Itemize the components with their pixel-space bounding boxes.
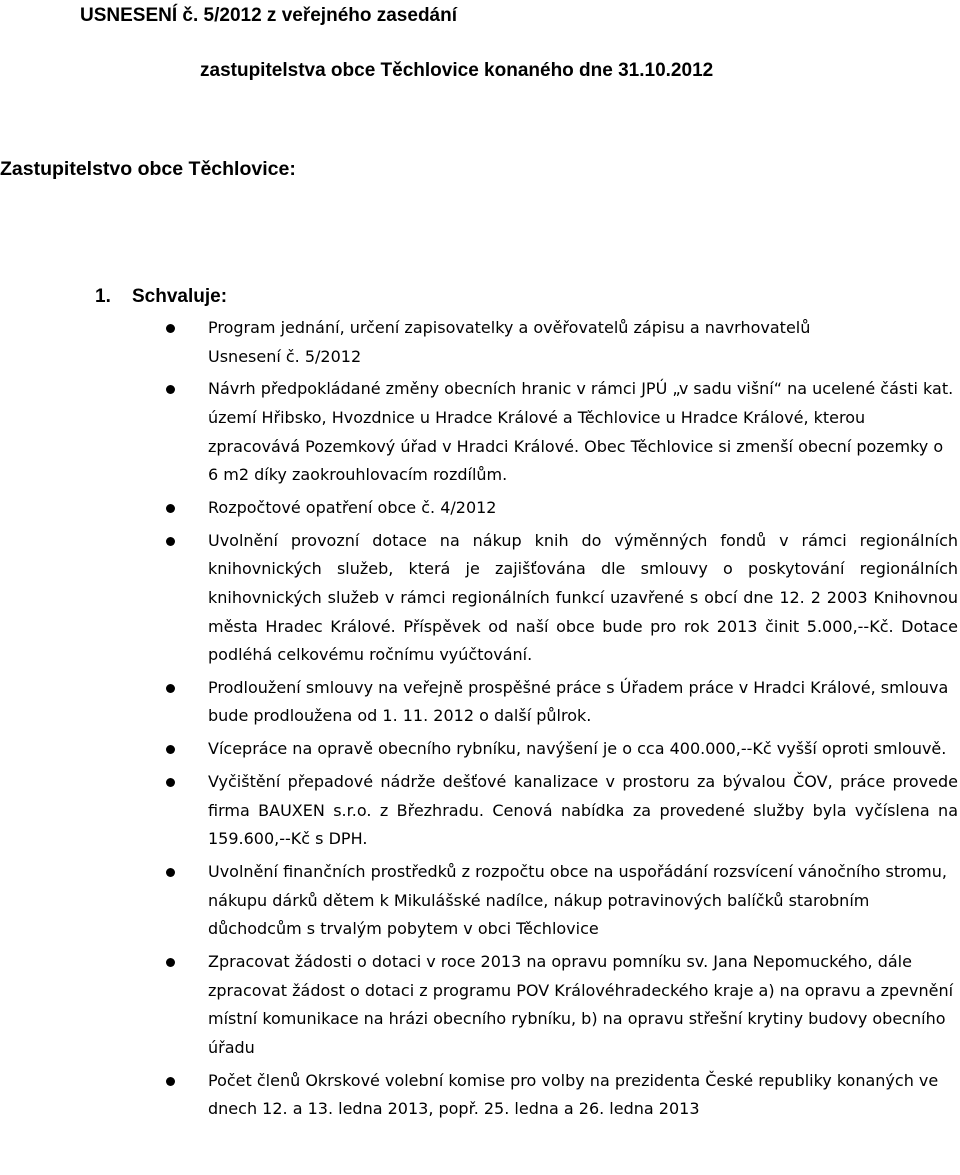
bullet-icon xyxy=(166,504,175,513)
document-subtitle: zastupitelstva obce Těchlovice konaného dne 31.10.2012 xyxy=(200,60,714,81)
list-item xyxy=(162,858,958,944)
item-text: Uvolnění finančních prostředků z rozpočtu obce na uspořádání rozsvícení vánočního stromu, nákupu dárků dětem k Mikulášské nadílce, nákup potravinových balíčků starobním důchodcům s trvalým pobytem v obci Těchlovice xyxy=(208,862,947,939)
item-text: Uvolnění provozní dotace na nákup knih do výměnných fondů v rámci regionálních knihovnických služeb, která je zajišťována dle smlouvy o poskytování regionálních knihovnických služeb v rámci regionálních funkcí uzavřené s obcí dne 12. 2 2003 Knihovnou města Hradec Králové. Příspěvek od naší obce bude pro rok 2013 činit 5.000,--Kč. Dotace podléhá celkovému ročnímu vyúčtování. xyxy=(208,530,958,665)
section-heading xyxy=(95,285,227,309)
item-text: Vícepráce na opravě obecního rybníku, navýšení je o cca 400.000,--Kč vyšší oproti smlouvě. xyxy=(208,739,947,759)
item-text: Prodloužení smlouvy na veřejně prospěšné práce s Úřadem práce v Hradci Králové, smlouva bude prodloužena od 1. 11. 2012 o další půlrok. xyxy=(208,677,949,726)
document-title: USNESENÍ č. 5/2012 z veřejného zasedání xyxy=(80,5,458,26)
bullet-icon xyxy=(166,745,175,754)
list-item xyxy=(162,948,958,1062)
bullet-icon xyxy=(166,868,175,877)
item-text: Vyčištění přepadové nádrže dešťové kanalizace v prostoru za bývalou ČOV, práce provede firma BAUXEN s.r.o. z Březhradu. Cenová nabídka za provedené služby byla vyčíslena na 159.600,--Kč s DPH. xyxy=(208,772,958,849)
bullet-icon xyxy=(166,324,175,333)
resolution-list xyxy=(162,314,958,1128)
bullet-icon xyxy=(166,1077,175,1086)
bullet-icon xyxy=(166,958,175,967)
item-subtext: Usnesení č. 5/2012 xyxy=(208,346,362,366)
list-item xyxy=(162,314,958,371)
list-item xyxy=(162,1067,958,1124)
list-item xyxy=(162,768,958,854)
item-text: Návrh předpokládané změny obecních hranic v rámci JPÚ „v sadu višní“ na ucelené části kat. území Hřibsko, Hvozdnice u Hradce Králové a Těchlovice u Hradce Králové, kterou zpracovává Pozemkový úřad v Hradci Králové. Obec Těchlovice si zmenší obecní pozemky o 6 m2 díky zaokrouhlovacím rozdílům. xyxy=(208,379,954,485)
item-text: Počet členů Okrskové volební komise pro volby na prezidenta České republiky konaných ve dnech 12. a 13. ledna 2013, popř. 25. ledna a 26. ledna 2013 xyxy=(208,1070,939,1119)
item-text: Program jednání, určení zapisovatelky a ověřovatelů zápisu a navrhovatelů xyxy=(208,318,811,337)
list-item xyxy=(162,674,958,731)
bullet-icon xyxy=(166,778,175,787)
bullet-icon xyxy=(166,684,175,693)
bullet-icon xyxy=(166,385,175,394)
list-item xyxy=(162,735,958,764)
bullet-icon xyxy=(166,537,175,546)
item-text: Zpracovat žádosti o dotaci v roce 2013 na opravu pomníku sv. Jana Nepomuckého, dále zpracovat žádost o dotaci z programu POV Královéhradeckého kraje a) na opravu a zpevnění místní komunikace na hrázi obecního rybníku, b) na opravu střešní krytiny budovy obecního úřadu xyxy=(208,951,954,1057)
list-item xyxy=(162,494,958,523)
item-text: Rozpočtové opatření obce č. 4/2012 xyxy=(208,497,497,517)
section-title: Schvaluje: xyxy=(132,286,228,307)
list-item xyxy=(162,527,958,670)
section-number: 1. xyxy=(95,286,111,307)
council-heading: Zastupitelstvo obce Těchlovice: xyxy=(0,158,296,180)
list-item xyxy=(162,375,958,489)
